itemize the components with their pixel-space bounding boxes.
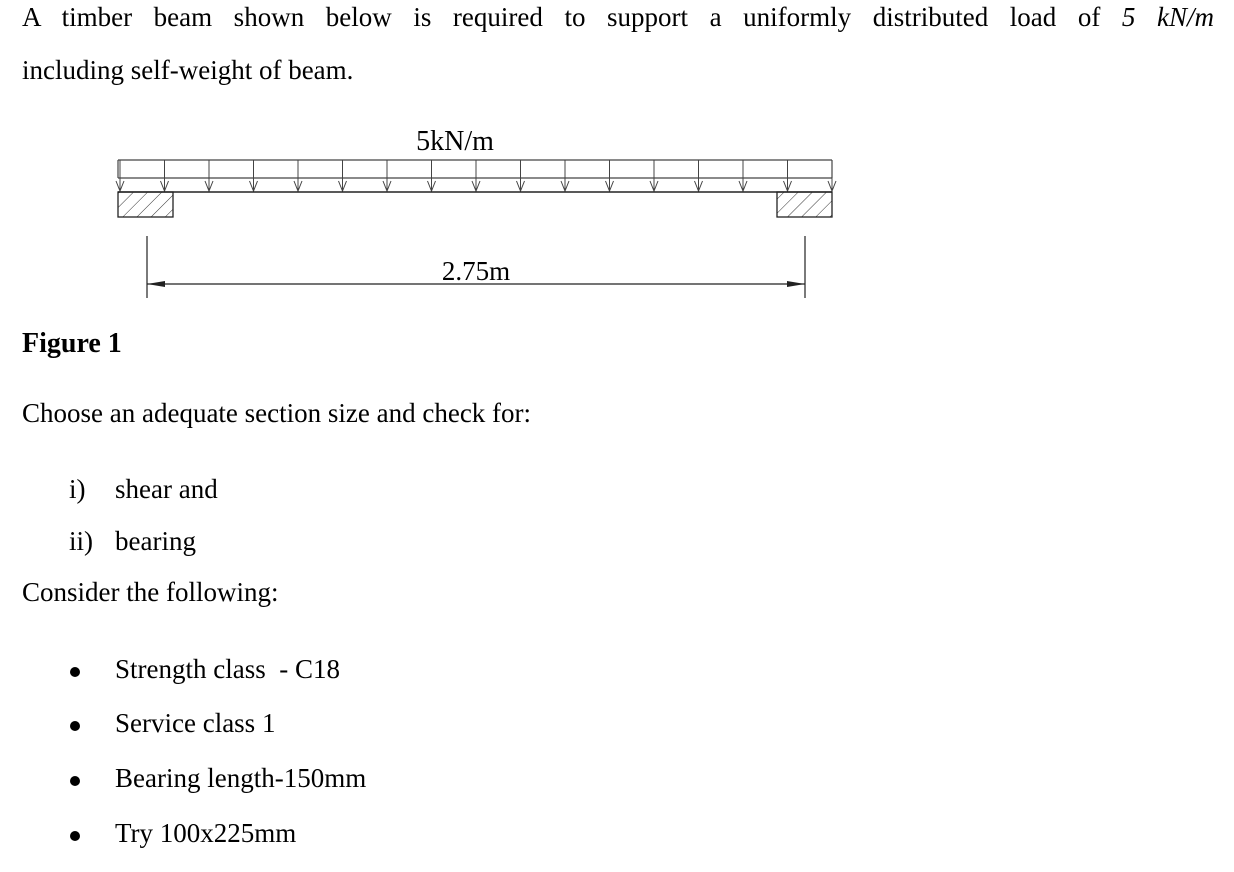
dimension-arrow-right bbox=[787, 281, 805, 287]
load-arrow bbox=[294, 160, 302, 191]
figure-caption: Figure 1 bbox=[22, 328, 122, 359]
choose-text: Choose an adequate section size and check for: bbox=[22, 398, 532, 428]
load-arrow bbox=[650, 160, 658, 191]
bullet-dot bbox=[70, 721, 80, 731]
condition-item-bearing-length: Bearing length-150mm bbox=[115, 763, 367, 793]
bullet-dot bbox=[70, 776, 80, 786]
bullet-dot bbox=[70, 667, 80, 677]
beam-diagram bbox=[0, 0, 1234, 320]
load-arrow bbox=[161, 160, 169, 191]
check-numeral-1: i) bbox=[69, 474, 86, 504]
distributed-load bbox=[118, 160, 832, 178]
bullet-dot bbox=[70, 831, 80, 841]
right-support bbox=[777, 192, 832, 217]
check-text-2: bearing bbox=[115, 526, 196, 556]
intro-line-2: including self-weight of beam. bbox=[22, 55, 354, 85]
check-numeral-2: ii) bbox=[69, 526, 93, 556]
load-arrow bbox=[517, 160, 525, 191]
condition-item-strength-class: Strength class - C18 bbox=[115, 654, 340, 684]
load-value-text: 5 kN/m bbox=[1121, 2, 1214, 32]
load-label: 5kN/m bbox=[416, 126, 494, 157]
load-arrow bbox=[250, 160, 258, 191]
load-arrow bbox=[472, 160, 480, 191]
consider-text: Consider the following: bbox=[22, 577, 279, 607]
condition-item-service-class: Service class 1 bbox=[115, 708, 276, 738]
intro-text: A timber beam shown below is required to support a uniformly distributed load of bbox=[22, 2, 1101, 32]
load-arrow bbox=[784, 160, 792, 191]
load-arrow bbox=[428, 160, 436, 191]
dimension-arrow-left bbox=[147, 281, 165, 287]
load-arrow bbox=[205, 160, 213, 191]
load-arrow bbox=[695, 160, 703, 191]
load-arrow bbox=[739, 160, 747, 191]
span-label: 2.75m bbox=[441, 256, 511, 286]
load-arrows bbox=[116, 160, 836, 191]
load-arrow bbox=[383, 160, 391, 191]
check-text-1: shear and bbox=[115, 474, 218, 504]
load-arrow bbox=[339, 160, 347, 191]
load-arrow bbox=[828, 160, 836, 191]
left-support bbox=[118, 192, 173, 217]
load-arrow bbox=[561, 160, 569, 191]
load-arrow bbox=[606, 160, 614, 191]
condition-item-trial-section: Try 100x225mm bbox=[115, 818, 297, 848]
load-arrow bbox=[116, 160, 124, 191]
